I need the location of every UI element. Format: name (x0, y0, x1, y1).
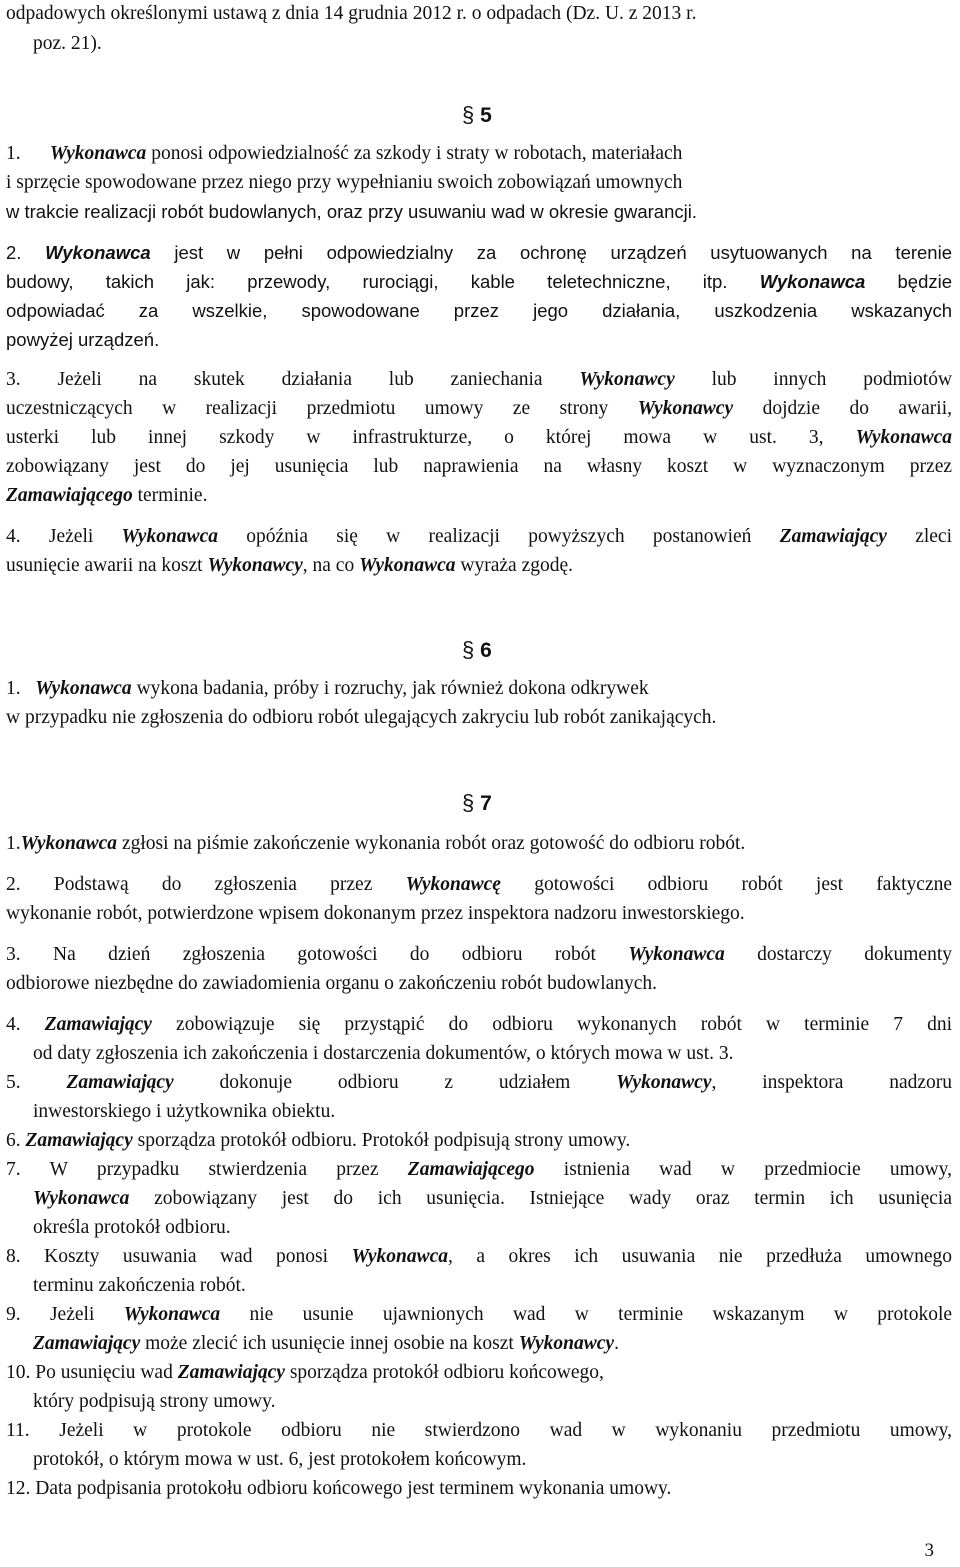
paragraph-5-1-line: i sprzęcie spowodowane przez niego przy wypełnianiu swoich zobowiązań umownych (6, 172, 683, 193)
paragraph-7-11-line: protokół, o którym mowa w ust. 6, jest protokołem końcowym. (33, 1449, 527, 1470)
paragraph-7-8-line: terminu zakończenia robót. (33, 1275, 246, 1296)
section-heading-5: § 5 (462, 102, 492, 127)
paragraph-5-3-line: Zamawiającego terminie. (6, 485, 208, 506)
paragraph-7-12: 12. Data podpisania protokołu odbioru końcowego jest terminem wykonania umowy. (6, 1478, 672, 1499)
text-line: odpadowych określonymi ustawą z dnia 14 grudnia 2012 r. o odpadach (Dz. U. z 2013 r. (6, 3, 697, 24)
paragraph-5-3-line: zobowiązany jest do jej usunięcia lub naprawienia na własny koszt w wyznaczonym przez (6, 456, 952, 477)
paragraph-7-2: 2. Podstawą do zgłoszenia przez Wykonawcę gotowości odbioru robót jest faktyczne (6, 874, 952, 895)
paragraph-5-3: 3. Jeżeli na skutek działania lub zaniechania Wykonawcy lub innych podmiotów (6, 369, 952, 390)
paragraph-5-1-line: w trakcie realizacji robót budowlanych, oraz przy usuwaniu wad w okresie gwarancji. (6, 201, 697, 222)
paragraph-7-7-line: określa protokół odbioru. (33, 1217, 231, 1238)
paragraph-7-4: 4. Zamawiający zobowiązuje się przystąpić do odbioru wykonanych robót w terminie 7 dni (6, 1014, 952, 1035)
paragraph-7-7: 7. W przypadku stwierdzenia przez Zamawiającego istnienia wad w przedmiocie umowy, (6, 1159, 952, 1180)
paragraph-5-4-line: usunięcie awarii na koszt Wykonawcy, na co Wykonawca wyraża zgodę. (6, 555, 574, 576)
paragraph-7-5-line: inwestorskiego i użytkownika obiektu. (33, 1101, 336, 1122)
paragraph-7-1: 1.Wykonawca zgłosi na piśmie zakończenie wykonania robót oraz gotowość do odbioru robót. (6, 833, 746, 854)
paragraph-7-10: 10. Po usunięciu wad Zamawiający sporządza protokół odbioru końcowego, (6, 1362, 604, 1383)
text-line: poz. 21). (33, 33, 102, 54)
paragraph-5-2-line: budowy, takich jak: przewody, rurociągi, kable teletechniczne, itp. Wykonawca będzie (6, 271, 952, 292)
section-heading-6: § 6 (462, 637, 492, 662)
paragraph-7-3-line: odbiorowe niezbędne do zawiadomienia organu o zakończeniu robót budowlanych. (6, 973, 658, 994)
paragraph-5-2: 2. Wykonawca jest w pełni odpowiedzialny za ochronę urządzeń usytuowanych na terenie (6, 242, 952, 263)
paragraph-7-11: 11. Jeżeli w protokole odbioru nie stwierdzono wad w wykonaniu przedmiotu umowy, (6, 1420, 952, 1441)
paragraph-7-8: 8. Koszty usuwania wad ponosi Wykonawca, a okres ich usuwania nie przedłuża umownego (6, 1246, 952, 1267)
paragraph-7-2-line: wykonanie robót, potwierdzone wpisem dokonanym przez inspektora nadzoru inwestorskiego. (6, 903, 745, 924)
section-heading-7: § 7 (462, 790, 492, 815)
paragraph-6-1: 1. Wykonawca wykona badania, próby i rozruchy, jak również dokona odkrywek (6, 678, 649, 699)
paragraph-7-4-line: od daty zgłoszenia ich zakończenia i dostarczenia dokumentów, o których mowa w ust. 3. (33, 1043, 734, 1064)
paragraph-7-6: 6. Zamawiający sporządza protokół odbioru. Protokół podpisują strony umowy. (6, 1130, 631, 1151)
paragraph-5-3-line: uczestniczących w realizacji przedmiotu umowy ze strony Wykonawcy dojdzie do awarii, (6, 398, 952, 419)
paragraph-7-7-line: Wykonawca zobowiązany jest do ich usunięcia. Istniejące wady oraz termin ich usunięcia (33, 1188, 952, 1209)
paragraph-7-5: 5. Zamawiający dokonuje odbioru z udziałem Wykonawcy, inspektora nadzoru (6, 1072, 952, 1093)
paragraph-5-3-line: usterki lub innej szkody w infrastrukturze, o której mowa w ust. 3, Wykonawca (6, 427, 952, 448)
paragraph-7-9-line: Zamawiający może zlecić ich usunięcie innej osobie na koszt Wykonawcy. (33, 1333, 619, 1354)
paragraph-5-4: 4. Jeżeli Wykonawca opóźnia się w realizacji powyższych postanowień Zamawiający zleci (6, 526, 952, 547)
paragraph-5-2-line: powyżej urządzeń. (6, 329, 160, 350)
paragraph-5-2-line: odpowiadać za wszelkie, spowodowane przez jego działania, uszkodzenia wskazanych (6, 300, 952, 321)
page-number: 3 (924, 1540, 934, 1561)
paragraph-6-1-line: w przypadku nie zgłoszenia do odbioru robót ulegających zakryciu lub robót zanikających. (6, 707, 717, 728)
paragraph-7-10-line: który podpisują strony umowy. (33, 1391, 276, 1412)
paragraph-7-9: 9. Jeżeli Wykonawca nie usunie ujawnionych wad w terminie wskazanym w protokole (6, 1304, 952, 1325)
paragraph-5-1: 1. Wykonawca ponosi odpowiedzialność za szkody i straty w robotach, materiałach (6, 143, 683, 164)
paragraph-7-3: 3. Na dzień zgłoszenia gotowości do odbioru robót Wykonawca dostarczy dokumenty (6, 944, 952, 965)
